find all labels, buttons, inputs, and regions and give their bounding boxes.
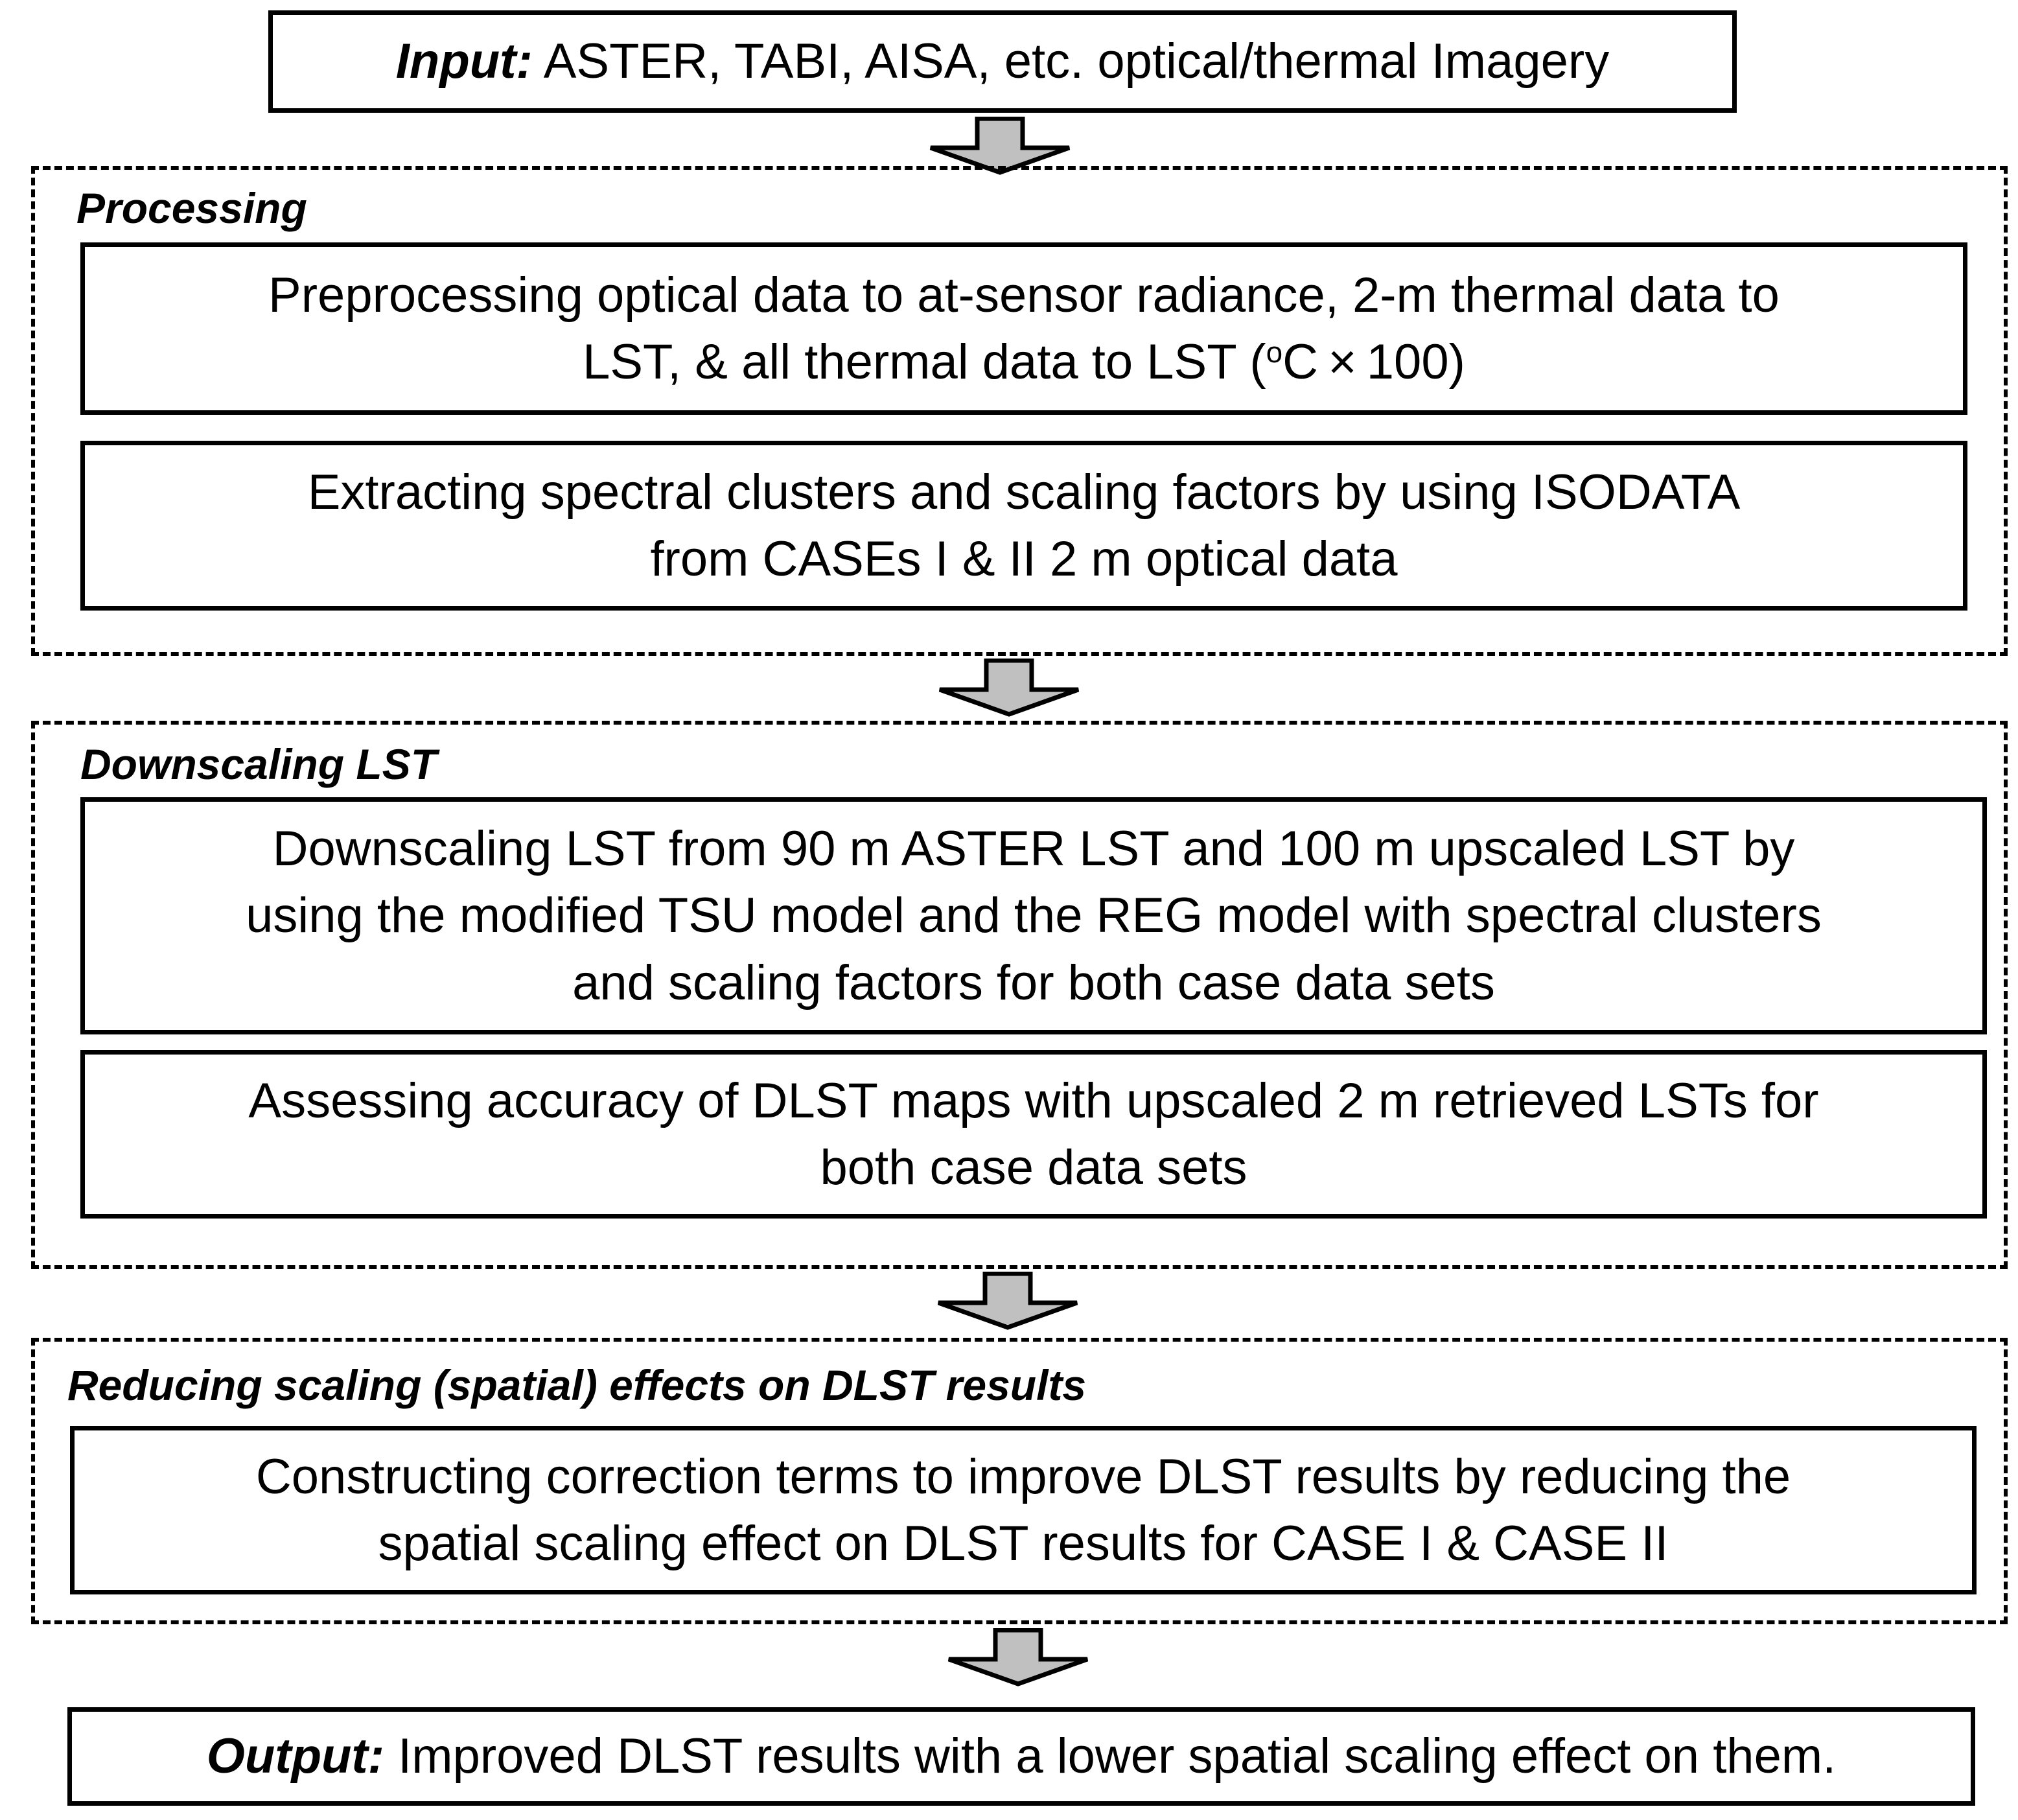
- reducing-step-constructing-line1: Constructing correction terms to improve DLST results by reducing the: [255, 1449, 1791, 1504]
- arrow-shape: [931, 119, 1069, 172]
- reducing-step-constructing: [70, 1426, 1977, 1594]
- line2-text-post: C × 100): [1282, 334, 1465, 390]
- processing-step-preprocessing-line1: Preprocessing optical data to at-sensor radiance, 2-m thermal data to: [268, 267, 1780, 323]
- input-description: ASTER, TABI, AISA, etc. optical/thermal Imagery: [532, 34, 1610, 89]
- reducing-title: Reducing scaling (spatial) effects on DLST results: [67, 1361, 1087, 1409]
- output-description: Improved DLST results with a lower spatial scaling effect on them.: [384, 1729, 1837, 1784]
- arrow-shape: [940, 660, 1078, 714]
- output-label: Output:: [206, 1729, 385, 1784]
- processing-step-extracting-line1: Extracting spectral clusters and scaling factors by using ISODATA: [307, 464, 1741, 520]
- downscaling-step-assessing: [80, 1050, 1987, 1219]
- output-text: [207, 1723, 1837, 1790]
- arrow-down-icon: [934, 659, 1084, 717]
- downscaling-title: Downscaling LST: [80, 740, 437, 788]
- downscaling-step-downscaling-line1: Downscaling LST from 90 m ASTER LST and 100 m upscaled LST by: [272, 821, 1795, 876]
- input-label: Input:: [395, 34, 533, 89]
- processing-step-preprocessing: [80, 242, 1967, 415]
- downscaling-step-assessing-line2: both case data sets: [820, 1140, 1247, 1195]
- processing-step-extracting-line2: from CASEs I & II 2 m optical data: [650, 531, 1398, 587]
- downscaling-step-downscaling-line2: using the modified TSU model and the REG model with spectral clusters: [246, 888, 1822, 944]
- input-box: [268, 10, 1737, 113]
- downscaling-step-downscaling-line3: and scaling factors for both case data sets: [572, 955, 1495, 1010]
- arrow-down-icon: [933, 1272, 1082, 1330]
- degree-superscript: o: [1266, 335, 1283, 369]
- downscaling-step-downscaling: [80, 797, 1987, 1034]
- arrow-shape: [938, 1274, 1077, 1327]
- processing-step-preprocessing-line2: [583, 329, 1465, 395]
- processing-title: Processing: [76, 184, 307, 232]
- arrow-down-icon: [944, 1628, 1093, 1686]
- reducing-step-constructing-line2: spatial scaling effect on DLST results for CASE I & CASE II: [378, 1516, 1669, 1571]
- line2-text-pre: LST, & all thermal data to LST (: [583, 334, 1266, 390]
- output-box: [67, 1707, 1975, 1806]
- downscaling-step-assessing-line1: Assessing accuracy of DLST maps with upscaled 2 m retrieved LSTs for: [248, 1073, 1819, 1128]
- input-text: [396, 28, 1609, 95]
- arrow-shape: [949, 1630, 1087, 1684]
- processing-step-extracting: [80, 441, 1967, 611]
